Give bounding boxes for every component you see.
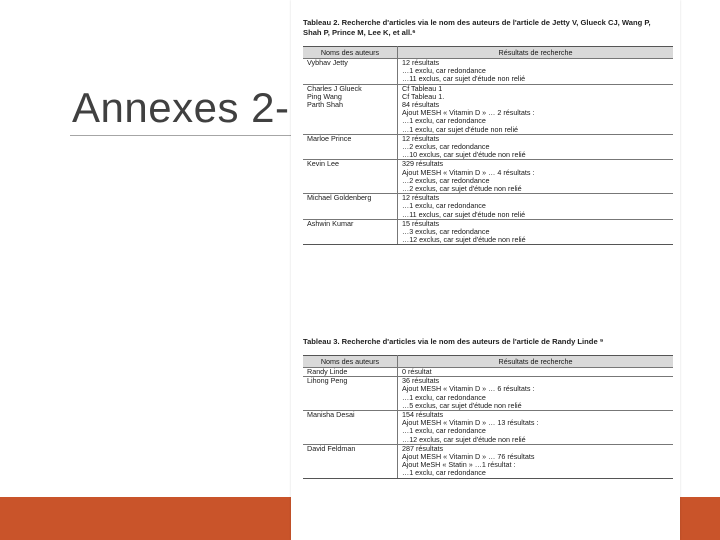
result-line: …1 exclu, car sujet d'étude non relié: [402, 124, 519, 134]
result-line: …1 exclu, car redondance: [402, 201, 486, 211]
author-name: Marloe Prince: [307, 133, 352, 143]
author-name-cell: [303, 160, 398, 194]
result-line: …1 exclu, car redondance: [402, 392, 486, 402]
table-row: [303, 194, 673, 220]
table-row: [303, 59, 673, 85]
author-name: Randy Linde: [307, 367, 348, 376]
author-name: David Feldman: [307, 443, 356, 453]
table-2-block: [303, 18, 671, 245]
result-line: Ajout MESH « Vitamin D » … 2 résultats :: [402, 108, 535, 118]
search-results-cell: [398, 160, 674, 194]
result-line: 36 résultats: [402, 376, 440, 386]
result-line: …10 exclus, car sujet d'étude non relié: [402, 150, 526, 160]
author-name: Manisha Desai: [307, 410, 355, 420]
author-name-cell: [303, 411, 398, 445]
result-line: 12 résultats: [402, 193, 440, 203]
author-search-table: [303, 46, 673, 245]
result-line: 15 résultats: [402, 218, 440, 228]
author-name-cell: [303, 219, 398, 245]
result-line: …2 exclus, car sujet d'étude non relié: [402, 184, 522, 194]
author-search-table: [303, 355, 673, 479]
author-name: Ping Wang: [307, 91, 342, 101]
column-header-results: Résultats de recherche: [398, 47, 674, 59]
result-line: Ajout MeSH « Statin » …1 résultat :: [402, 460, 516, 470]
result-line: …2 exclus, car redondance: [402, 142, 490, 152]
search-results-cell: [398, 84, 674, 134]
table-row: [303, 368, 673, 377]
author-name-cell: [303, 134, 398, 160]
author-name: Ashwin Kumar: [307, 218, 354, 228]
column-header-authors: Noms des auteurs: [303, 47, 398, 59]
result-line: Ajout MESH « Vitamin D » … 76 résultats: [402, 452, 535, 462]
author-name-cell: [303, 194, 398, 220]
table-row: [303, 84, 673, 134]
result-line: …11 exclus, car sujet d'étude non relié: [402, 209, 526, 219]
author-name: Charles J Glueck: [307, 83, 362, 93]
author-name: Kevin Lee: [307, 159, 339, 169]
slide-title: Annexes 2-: [72, 84, 290, 131]
result-line: …1 exclu, car redondance: [402, 116, 486, 126]
result-line: …5 exclus, car sujet d'étude non relié: [402, 400, 522, 410]
search-results-cell: [398, 411, 674, 445]
search-results-cell: [398, 219, 674, 245]
result-line: …1 exclu, car redondance: [402, 66, 486, 76]
result-line: Ajout MESH « Vitamin D » … 13 résultats :: [402, 418, 539, 428]
author-name: Michael Goldenberg: [307, 193, 372, 203]
table-3-block: [303, 337, 671, 479]
search-results-cell: [398, 134, 674, 160]
result-line: Cf Tableau 1.: [402, 91, 445, 101]
result-line: 84 résultats: [402, 100, 440, 110]
title-underline: [70, 135, 292, 136]
result-line: 329 résultats: [402, 159, 444, 169]
table-row: [303, 377, 673, 411]
author-name-cell: [303, 444, 398, 478]
author-name-cell: [303, 377, 398, 411]
result-line: Ajout MESH « Vitamin D » … 6 résultats :: [402, 384, 535, 394]
column-header-results: Résultats de recherche: [398, 356, 674, 368]
search-results-cell: [398, 377, 674, 411]
author-name-cell: [303, 59, 398, 85]
result-line: Cf Tableau 1: [402, 83, 443, 93]
result-line: …12 exclus, car sujet d'étude non relié: [402, 434, 526, 444]
result-line: 154 résultats: [402, 410, 444, 420]
result-line: …1 exclu, car redondance: [402, 426, 486, 436]
table-row: [303, 160, 673, 194]
result-line: …1 exclu, car redondance: [402, 468, 486, 478]
search-results-cell: [398, 194, 674, 220]
author-name: Parth Shah: [307, 100, 343, 110]
result-line: 287 résultats: [402, 443, 444, 453]
table-row: [303, 444, 673, 478]
result-line: Ajout MESH « Vitamin D » … 4 résultats :: [402, 167, 535, 177]
result-line: 12 résultats: [402, 58, 440, 67]
author-name: Lihong Peng: [307, 376, 348, 386]
document-image: [291, 0, 680, 540]
author-name: Vybhav Jetty: [307, 58, 348, 67]
result-line: …12 exclus, car sujet d'étude non relié: [402, 235, 526, 245]
search-results-cell: [398, 444, 674, 478]
column-header-authors: Noms des auteurs: [303, 356, 398, 368]
result-line: …2 exclus, car redondance: [402, 175, 490, 185]
table-row: [303, 134, 673, 160]
author-name-cell: [303, 84, 398, 134]
table-row: [303, 411, 673, 445]
table-caption: Tableau 3. Recherche d'articles via le nom des auteurs de l'article de Randy Linde ⁹: [303, 337, 604, 346]
table-row: [303, 219, 673, 245]
table-caption: Tableau 2. Recherche d'articles via le nom des auteurs de l'article de Jetty V, Glueck CJ, Wang P, Shah P, Prince M, Lee K, et all.⁶: [303, 18, 651, 37]
result-line: 0 résultat: [402, 367, 432, 376]
result-line: 12 résultats: [402, 133, 440, 143]
search-results-cell: [398, 59, 674, 85]
result-line: …3 exclus, car redondance: [402, 227, 490, 237]
result-line: …11 exclus, car sujet d'étude non relié: [402, 74, 526, 84]
